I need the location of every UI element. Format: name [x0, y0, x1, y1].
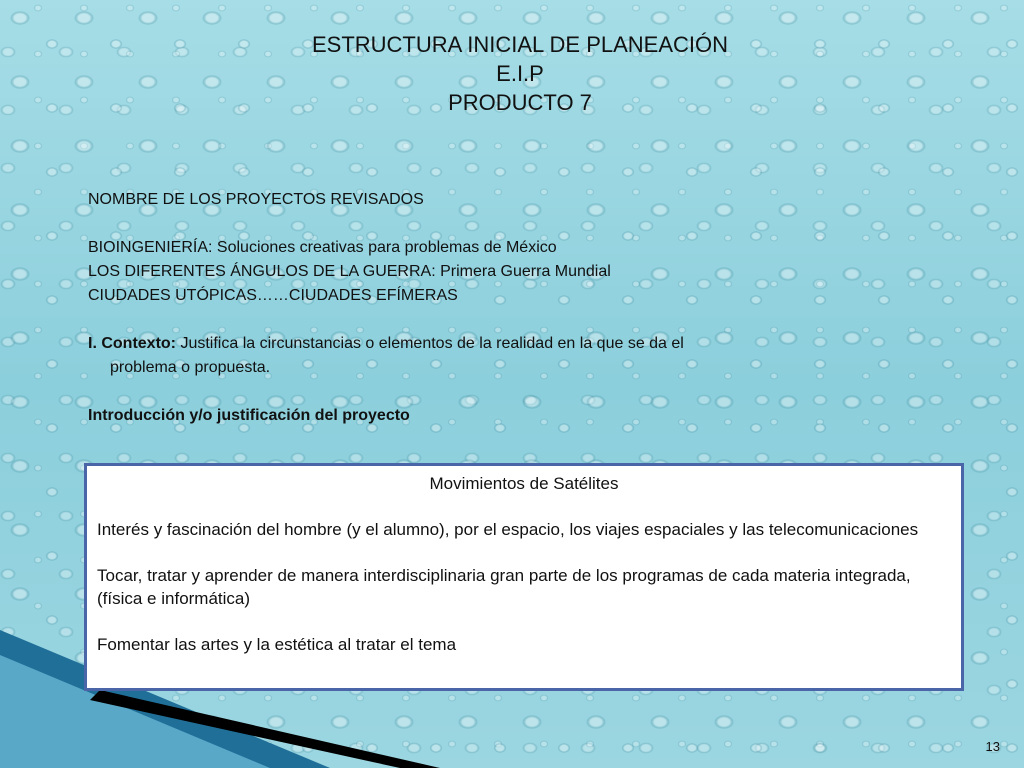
box-paragraph-3: Fomentar las artes y la estética al tratar el tema	[97, 635, 457, 654]
project-item: BIOINGENIERÍA: Soluciones creativas para problemas de México	[88, 239, 557, 256]
title-line-1: ESTRUCTURA INICIAL DE PLANEACIÓN	[311, 32, 729, 57]
project-item: CIUDADES UTÓPICAS……CIUDADES EFÍMERAS	[88, 287, 458, 304]
context-line	[88, 332, 684, 356]
box-paragraph-2: Tocar, tratar y aprender de manera interdisciplinaria gran parte de los programas de cada materia integrada, (física e informática)	[97, 566, 911, 608]
project-box	[84, 463, 964, 691]
context-label: I. Contexto:	[88, 335, 176, 352]
page-title	[0, 30, 1024, 117]
box-title: Movimientos de Satélites	[429, 474, 619, 493]
projects-section	[88, 188, 684, 428]
box-paragraph-1: Interés y fascinación del hombre (y el alumno), por el espacio, los viajes espaciales y las telecomunicaciones	[97, 520, 919, 539]
context-text-2: problema o propuesta.	[110, 359, 271, 376]
title-line-3: PRODUCTO 7	[448, 90, 592, 115]
intro-heading: Introducción y/o justificación del proyecto	[88, 407, 410, 424]
project-item: LOS DIFERENTES ÁNGULOS DE LA GUERRA: Primera Guerra Mundial	[88, 263, 611, 280]
page-number: 13	[985, 739, 1000, 754]
title-line-2: E.I.P	[496, 61, 544, 86]
context-text: Justifica la circunstancias o elementos de la realidad en la que se da el	[176, 335, 684, 352]
projects-heading: NOMBRE DE LOS PROYECTOS REVISADOS	[88, 191, 424, 208]
